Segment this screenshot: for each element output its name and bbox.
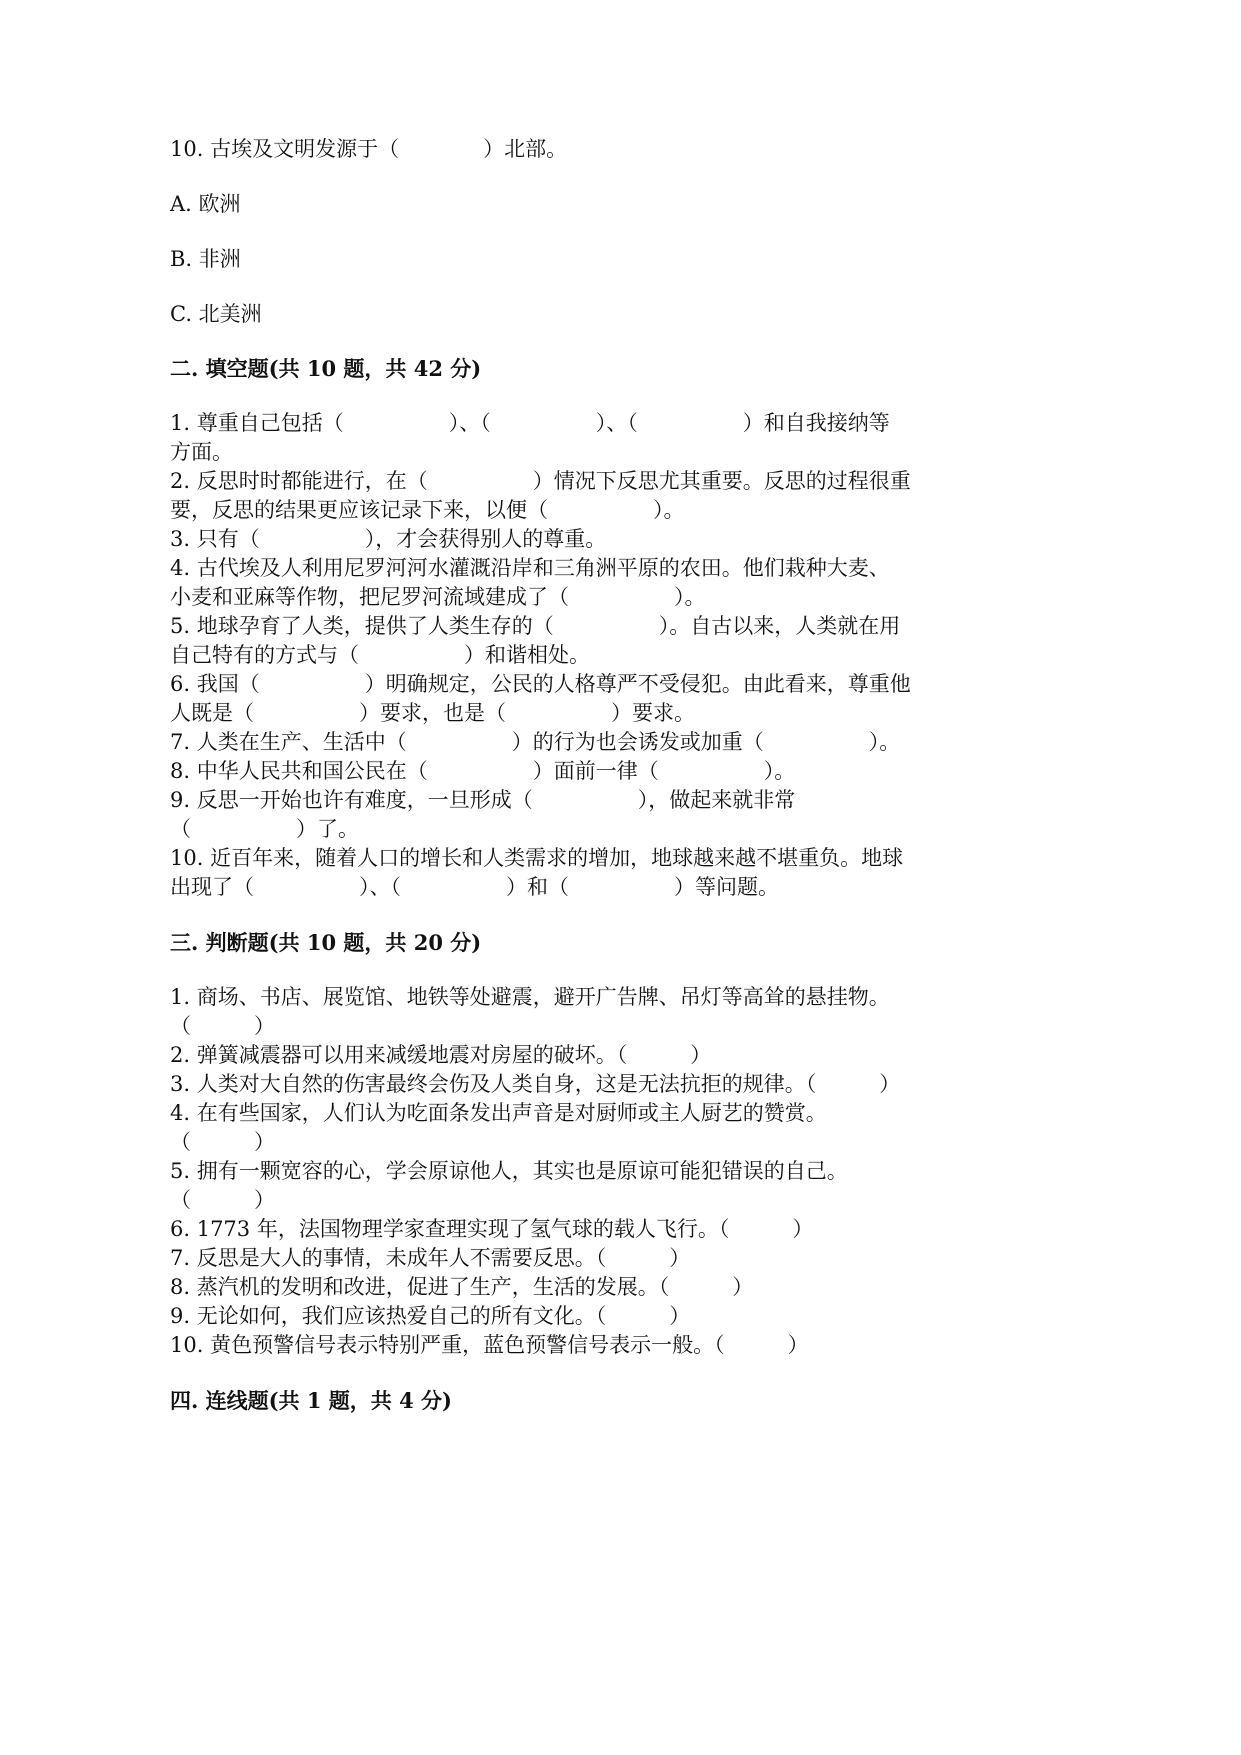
question-line: 方面。 [170, 440, 233, 464]
question-line: 2. 反思时时都能进行，在（ ）情况下反思尤其重要。反思的过程很重 [170, 469, 911, 493]
question-item [170, 1302, 1070, 1331]
question-line: 7. 反思是大人的事情，未成年人不需要反思。（ ） [170, 1246, 691, 1270]
question-item [170, 1215, 1070, 1244]
question-item [170, 1099, 1070, 1157]
question-line: 5. 拥有一颗宽容的心，学会原谅他人，其实也是原谅可能犯错误的自己。 [170, 1159, 848, 1183]
question-line: 3. 人类对大自然的伤害最终会伤及人类自身，这是无法抗拒的规律。（ ） [170, 1072, 901, 1096]
question-line: 6. 1773 年，法国物理学家查理实现了氢气球的载人飞行。（ ） [170, 1217, 814, 1241]
question-line: （ ） [170, 1014, 275, 1038]
question-item [170, 554, 1070, 612]
true-false-list [170, 983, 1070, 1360]
section-heading-true-false: 三. 判断题(共 10 题，共 20 分) [170, 930, 482, 955]
question-item [170, 409, 1070, 467]
question-line: 4. 古代埃及人利用尼罗河河水灌溉沿岸和三角洲平原的农田。他们栽种大麦、 [170, 556, 890, 580]
question-line: 7. 人类在生产、生活中（ ）的行为也会诱发或加重（ ）。 [170, 730, 901, 754]
question-line: 1. 尊重自己包括（ ）、（ ）、（ ）和自我接纳等 [170, 411, 890, 435]
question-item [170, 844, 1070, 902]
question-line: 4. 在有些国家，人们认为吃面条发出声音是对厨师或主人厨艺的赞赏。 [170, 1101, 827, 1125]
option-a: A. 欧洲 [170, 192, 241, 216]
question-item [170, 467, 1070, 525]
question-line: 2. 弹簧减震器可以用来减缓地震对房屋的破坏。（ ） [170, 1043, 712, 1067]
question-item [170, 1157, 1070, 1215]
question-item [170, 786, 1070, 844]
question-item [170, 1244, 1070, 1273]
question-line: （ ）了。 [170, 817, 359, 841]
question-line: 自己特有的方式与（ ）和谐相处。 [170, 643, 590, 667]
question-line: （ ） [170, 1130, 275, 1154]
section-heading-fill-blank: 二. 填空题(共 10 题，共 42 分) [170, 356, 482, 381]
question-line: 5. 地球孕育了人类，提供了人类生存的（ ）。自古以来，人类就在用 [170, 614, 901, 638]
question-item [170, 1331, 1070, 1360]
question-item [170, 1041, 1070, 1070]
question-line: 9. 无论如何，我们应该热爱自己的所有文化。（ ） [170, 1304, 691, 1328]
question-item [170, 612, 1070, 670]
question-item [170, 1070, 1070, 1099]
question-line: 3. 只有（ ），才会获得别人的尊重。 [170, 527, 607, 551]
question-line: （ ） [170, 1188, 275, 1212]
option-b: B. 非洲 [170, 247, 241, 271]
fill-blank-list [170, 409, 1070, 902]
question-10: 10. 古埃及文明发源于（ ）北部。 [170, 137, 568, 161]
question-item [170, 728, 1070, 757]
question-line: 8. 蒸汽机的发明和改进，促进了生产，生活的发展。（ ） [170, 1275, 754, 1299]
question-item [170, 670, 1070, 728]
question-item [170, 757, 1070, 786]
question-line: 要，反思的结果更应该记录下来，以便（ ）。 [170, 498, 685, 522]
question-item [170, 983, 1070, 1041]
question-line: 10. 黄色预警信号表示特别严重，蓝色预警信号表示一般。（ ） [170, 1333, 809, 1357]
question-line: 1. 商场、书店、展览馆、地铁等处避震，避开广告牌、吊灯等高耸的悬挂物。 [170, 985, 890, 1009]
question-line: 出现了（ ）、（ ）和（ ）等问题。 [170, 875, 779, 899]
question-line: 人既是（ ）要求，也是（ ）要求。 [170, 701, 695, 725]
question-line: 10. 近百年来，随着人口的增长和人类需求的增加，地球越来越不堪重负。地球 [170, 846, 904, 870]
question-item [170, 1273, 1070, 1302]
question-line: 小麦和亚麻等作物，把尼罗河流域建成了（ ）。 [170, 585, 706, 609]
exam-page [170, 134, 1070, 1441]
question-item [170, 525, 1070, 554]
question-line: 6. 我国（ ）明确规定，公民的人格尊严不受侵犯。由此看来，尊重他 [170, 672, 911, 696]
question-line: 9. 反思一开始也许有难度，一旦形成（ ），做起来就非常 [170, 788, 796, 812]
section-heading-matching: 四. 连线题(共 1 题，共 4 分) [170, 1388, 452, 1413]
option-c: C. 北美洲 [170, 302, 262, 326]
question-line: 8. 中华人民共和国公民在（ ）面前一律（ ）。 [170, 759, 796, 783]
